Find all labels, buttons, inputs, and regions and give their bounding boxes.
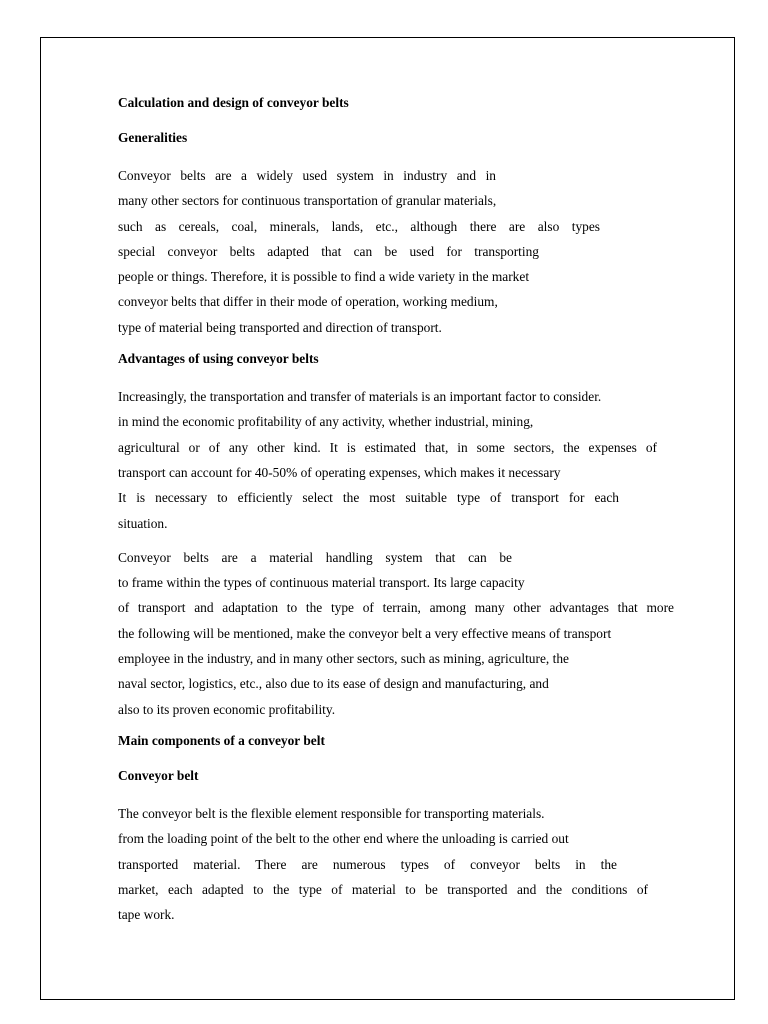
section-heading-conveyor-belt: Conveyor belt [118, 767, 199, 783]
text-line: the following will be mentioned, make the conveyor belt a very effective means of transport [118, 625, 612, 641]
text-line: Conveyor belts are a widely used system in industry and in [118, 168, 496, 183]
section-heading-generalities: Generalities [118, 130, 188, 145]
paragraph-generalities [118, 163, 600, 340]
text-line: special conveyor belts adapted that can be used for transporting [118, 243, 539, 259]
text-line: agricultural or of any other kind. It is estimated that, in some sectors, the expenses of [118, 439, 657, 455]
text-line: from the loading point of the belt to the other end where the unloading is carried out [118, 831, 569, 847]
text-line: employee in the industry, and in many other sectors, such as mining, agriculture, the [118, 651, 569, 667]
text-line: Increasingly, the transportation and transfer of materials is an important factor to consider. [118, 389, 602, 405]
section-heading-components: Main components of a conveyor belt [118, 732, 325, 748]
text-line: naval sector, logistics, etc., also due to its ease of design and manufacturing, and [118, 676, 549, 692]
text-line: It is necessary to efficiently select the most suitable type of transport for each [118, 490, 619, 506]
text-line: also to its proven economic profitability. [118, 701, 336, 717]
text-line: of transport and adaptation to the type of terrain, among many other advantages that more [118, 600, 674, 616]
page-content [118, 93, 678, 936]
text-line: many other sectors for continuous transportation of granular materials, [118, 193, 497, 209]
text-line: such as cereals, coal, minerals, lands, etc., although there are also types [118, 218, 600, 234]
text-line: transport can account for 40-50% of operating expenses, which makes it necessary [118, 464, 561, 480]
text-line: tape work. [118, 907, 175, 923]
text-line: Conveyor belts are a material handling system that can be [118, 549, 512, 565]
text-line: type of material being transported and direction of transport. [118, 319, 442, 335]
document-page [40, 37, 735, 1000]
text-line: market, each adapted to the type of material to be transported and the conditions of [118, 881, 648, 897]
text-line: situation. [118, 515, 168, 531]
text-line: to frame within the types of continuous material transport. Its large capacity [118, 575, 525, 591]
text-line: people or things. Therefore, it is possible to find a wide variety in the market [118, 269, 530, 285]
paragraph-advantages-2 [118, 545, 674, 722]
text-line: The conveyor belt is the flexible element responsible for transporting materials. [118, 805, 545, 821]
paragraph-advantages-1 [118, 384, 657, 536]
paragraph-conveyor-belt [118, 801, 648, 927]
text-line: in mind the economic profitability of any activity, whether industrial, mining, [118, 414, 534, 430]
document-title: Calculation and design of conveyor belts [118, 95, 349, 110]
text-line: transported material. There are numerous types of conveyor belts in the [118, 856, 617, 872]
text-line: conveyor belts that differ in their mode of operation, working medium, [118, 294, 498, 310]
section-heading-advantages: Advantages of using conveyor belts [118, 351, 319, 367]
